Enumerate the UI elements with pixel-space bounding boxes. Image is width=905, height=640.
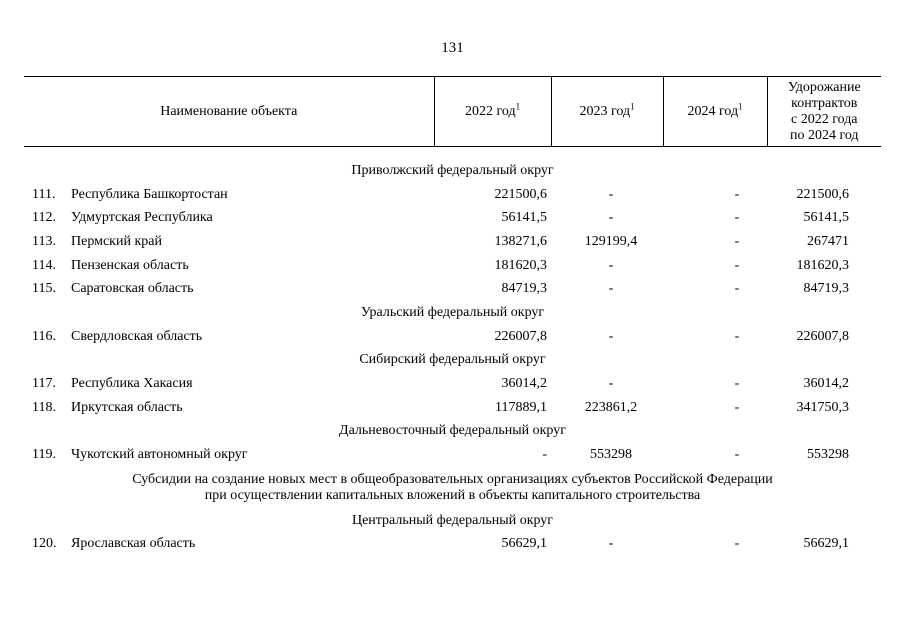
value-2022: 36014,2 — [501, 376, 548, 392]
subsidy-heading — [24, 467, 881, 509]
value-increase: 36014,2 — [803, 376, 850, 392]
row-number: 120. — [32, 536, 57, 552]
value-increase: 181620,3 — [796, 257, 850, 273]
value-increase: 226007,8 — [796, 328, 850, 344]
value-increase: 341750,3 — [796, 399, 850, 415]
header-increase: Удорожание контрактов с 2022 года по 2024 год — [767, 77, 881, 147]
value-increase: 267471 — [807, 233, 850, 249]
section-title: Дальневосточный федеральный округ — [339, 423, 566, 439]
value-2022: 226007,8 — [494, 328, 548, 344]
row-number: 112. — [32, 210, 56, 226]
value-2023: - — [608, 281, 614, 297]
value-2022: 117889,1 — [495, 399, 548, 415]
value-2023: - — [608, 536, 614, 552]
value-2024: - — [734, 328, 740, 344]
table-row — [24, 277, 881, 301]
object-name: Пермский край — [71, 233, 162, 249]
section-heading-row — [24, 420, 881, 444]
object-name: Иркутская область — [71, 399, 183, 415]
value-2023: - — [608, 210, 614, 226]
objects-table — [24, 76, 881, 556]
value-2023: - — [608, 328, 614, 344]
value-2023: 129199,4 — [584, 233, 638, 249]
row-number: 115. — [32, 281, 56, 297]
table-header-row — [24, 77, 881, 147]
value-2023: - — [608, 376, 614, 392]
object-name: Республика Башкортостан — [71, 186, 228, 202]
value-2023: 223861,2 — [584, 399, 638, 415]
table-row — [24, 230, 881, 254]
value-2024: - — [734, 281, 740, 297]
table-row — [24, 396, 881, 420]
table-row — [24, 183, 881, 207]
table-row — [24, 254, 881, 278]
row-number: 116. — [32, 328, 56, 344]
value-increase: 56629,1 — [803, 536, 850, 552]
value-increase: 84719,3 — [803, 281, 850, 297]
table-row — [24, 443, 881, 467]
value-2022: 56141,5 — [501, 210, 548, 226]
table-row — [24, 533, 881, 557]
object-name: Чукотский автономный округ — [71, 447, 248, 463]
object-name: Пензенская область — [71, 257, 189, 273]
value-2024: - — [734, 399, 740, 415]
section-heading-row — [24, 349, 881, 373]
value-increase: 553298 — [807, 447, 850, 463]
value-2022: 221500,6 — [494, 186, 548, 202]
subsidy-heading-line: Субсидии на создание новых мест в общеобразовательных организациях субъектов Российской Федерации — [132, 471, 773, 487]
header-2022: 2022 год$^1$ — [434, 77, 551, 147]
object-name: Удмуртская Республика — [71, 210, 213, 226]
row-number: 111. — [32, 186, 56, 202]
section-heading-row — [24, 159, 881, 183]
table-row — [24, 325, 881, 349]
row-number: 113. — [32, 233, 56, 249]
row-number: 118. — [32, 399, 56, 415]
value-increase: 56141,5 — [803, 210, 850, 226]
value-2023: - — [608, 257, 614, 273]
value-2024: - — [734, 376, 740, 392]
section-title: Уральский федеральный округ — [360, 304, 545, 320]
value-2024: - — [734, 210, 740, 226]
value-2024: - — [734, 447, 740, 463]
section-title: Приволжский федеральный округ — [351, 162, 554, 178]
page-number: 131 — [441, 40, 464, 56]
section-heading-row — [24, 509, 881, 533]
value-2023: - — [608, 186, 614, 202]
subsidy-heading-line: при осуществлении капитальных вложений в объекты капитального строительства — [204, 487, 701, 503]
value-2024: - — [734, 257, 740, 273]
header-object-name: Наименование объекта — [24, 77, 434, 147]
table-row — [24, 372, 881, 396]
table-body — [24, 147, 881, 557]
subsidy-heading-row — [24, 467, 881, 509]
value-2024: - — [734, 186, 740, 202]
value-2022: 138271,6 — [494, 233, 548, 249]
row-number: 119. — [32, 447, 56, 463]
object-name: Республика Хакасия — [71, 376, 193, 392]
section-title: Сибирский федеральный округ — [359, 352, 546, 368]
header-2024: 2024 год$^1$ — [663, 77, 767, 147]
section-title: Центральный федеральный округ — [351, 512, 554, 528]
value-2022: 181620,3 — [494, 257, 548, 273]
value-2022: - — [542, 447, 548, 463]
section-heading-row — [24, 301, 881, 325]
row-number: 114. — [32, 257, 56, 273]
object-name: Свердловская область — [71, 328, 203, 344]
header-2023: 2023 год$^1$ — [551, 77, 663, 147]
value-increase: 221500,6 — [796, 186, 850, 202]
object-name: Ярославская область — [71, 536, 196, 552]
object-name: Саратовская область — [71, 281, 194, 297]
value-2024: - — [734, 233, 740, 249]
value-2022: 84719,3 — [501, 281, 548, 297]
value-2024: - — [734, 536, 740, 552]
table-row — [24, 206, 881, 230]
row-number: 117. — [32, 376, 56, 392]
value-2022: 56629,1 — [501, 536, 548, 552]
value-2023: 553298 — [590, 447, 633, 463]
